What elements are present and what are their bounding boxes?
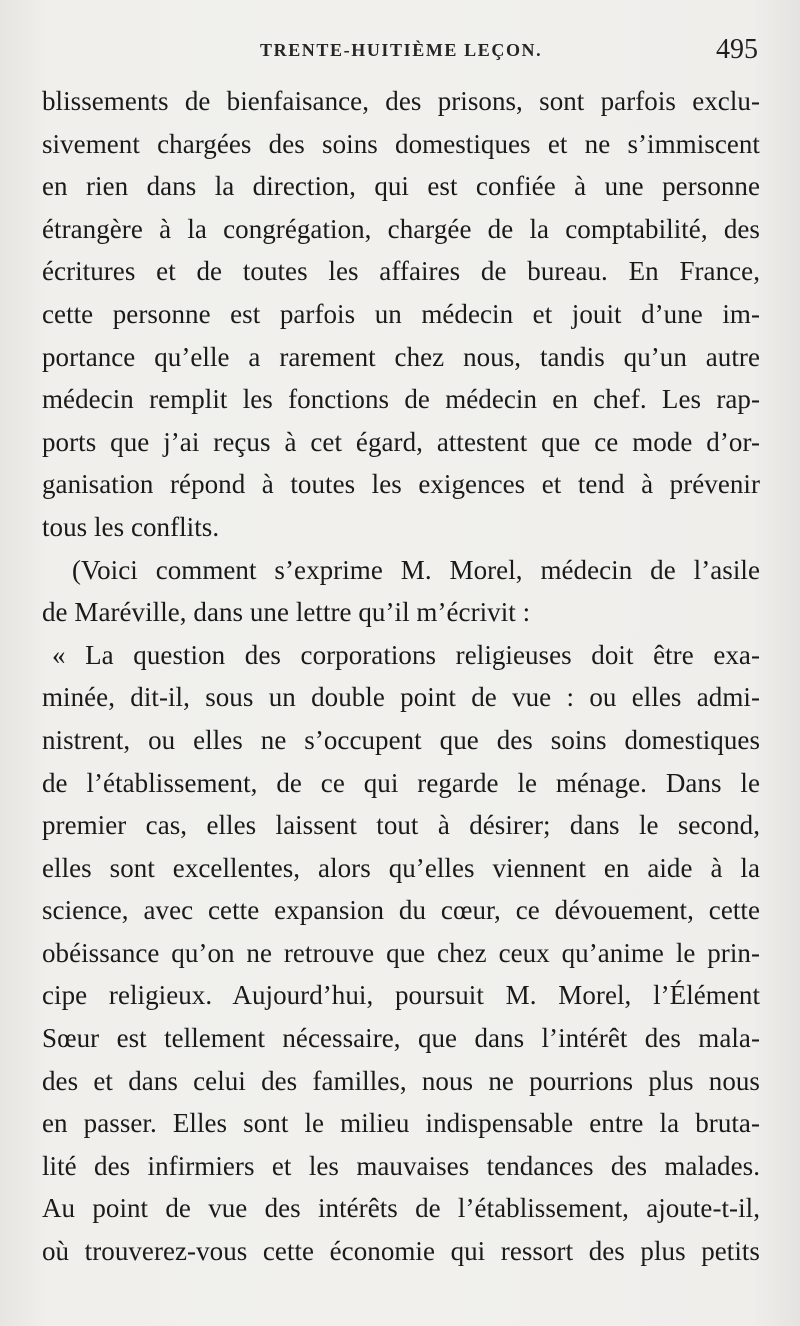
text-line: tous les conflits. xyxy=(42,511,220,542)
text-line: écritures et de toutes les affaires de bureau. En France, xyxy=(42,256,760,287)
text-line: nistrent, ou elles ne s’occupent que des soins domestiques xyxy=(42,724,760,755)
text-line: étrangère à la congrégation, chargée de la comptabilité, des xyxy=(42,213,760,244)
page-header xyxy=(42,34,760,74)
text-line: « La question des corporations religieuses doit être exa- xyxy=(52,639,760,670)
text-line: blissements de bienfaisance, des prisons, sont parfois exclu- xyxy=(42,86,760,116)
text-line: premier cas, elles laissent tout à désirer; dans le second, xyxy=(42,810,760,841)
text-line: ports que j’ai reçus à cet égard, attestent que ce mode d’or- xyxy=(42,426,760,457)
text-line: en rien dans la direction, qui est confiée à une personne xyxy=(42,171,760,202)
text-line: où trouverez-vous cette économie qui ressort des plus petits xyxy=(42,1236,760,1267)
text-line: minée, dit-il, sous un double point de vue : ou elles admi- xyxy=(42,682,760,713)
body-text xyxy=(42,80,760,1273)
text-line: Sœur est tellement nécessaire, que dans l’intérêt des mala- xyxy=(42,1023,760,1054)
text-line: elles sont excellentes, alors qu’elles viennent en aide à la xyxy=(42,852,760,883)
page-number: 495 xyxy=(716,34,758,65)
text-line: de Maréville, dans une lettre qu’il m’écrivit : xyxy=(42,597,531,628)
text-line: cipe religieux. Aujourd’hui, poursuit M. Morel, l’Élément xyxy=(42,980,760,1011)
text-line: Au point de vue des intérêts de l’établissement, ajoute-t-il, xyxy=(42,1193,760,1224)
text-line: des et dans celui des familles, nous ne pourrions plus nous xyxy=(42,1065,760,1096)
text-line: (Voici comment s’exprime M. Morel, médecin de l’asile xyxy=(72,554,760,585)
text-line: cette personne est parfois un médecin et jouit d’une im- xyxy=(42,298,760,329)
text-line: obéissance qu’on ne retrouve que chez ceux qu’anime le prin- xyxy=(42,937,760,968)
text-line: ganisation répond à toutes les exigences et tend à prévenir xyxy=(42,469,760,500)
text-line: sivement chargées des soins domestiques et ne s’immiscent xyxy=(42,128,760,159)
text-line: portance qu’elle a rarement chez nous, tandis qu’un autre xyxy=(42,341,760,372)
running-head: TRENTE-HUITIÈME LEÇON. xyxy=(260,40,543,60)
text-line: lité des infirmiers et les mauvaises tendances des malades. xyxy=(42,1150,760,1181)
text-line: de l’établissement, de ce qui regarde le ménage. Dans le xyxy=(42,767,760,798)
text-line: science, avec cette expansion du cœur, ce dévouement, cette xyxy=(42,895,760,926)
text-line: médecin remplit les fonctions de médecin en chef. Les rap- xyxy=(42,384,760,415)
text-line: en passer. Elles sont le milieu indispensable entre la bruta- xyxy=(42,1108,760,1139)
